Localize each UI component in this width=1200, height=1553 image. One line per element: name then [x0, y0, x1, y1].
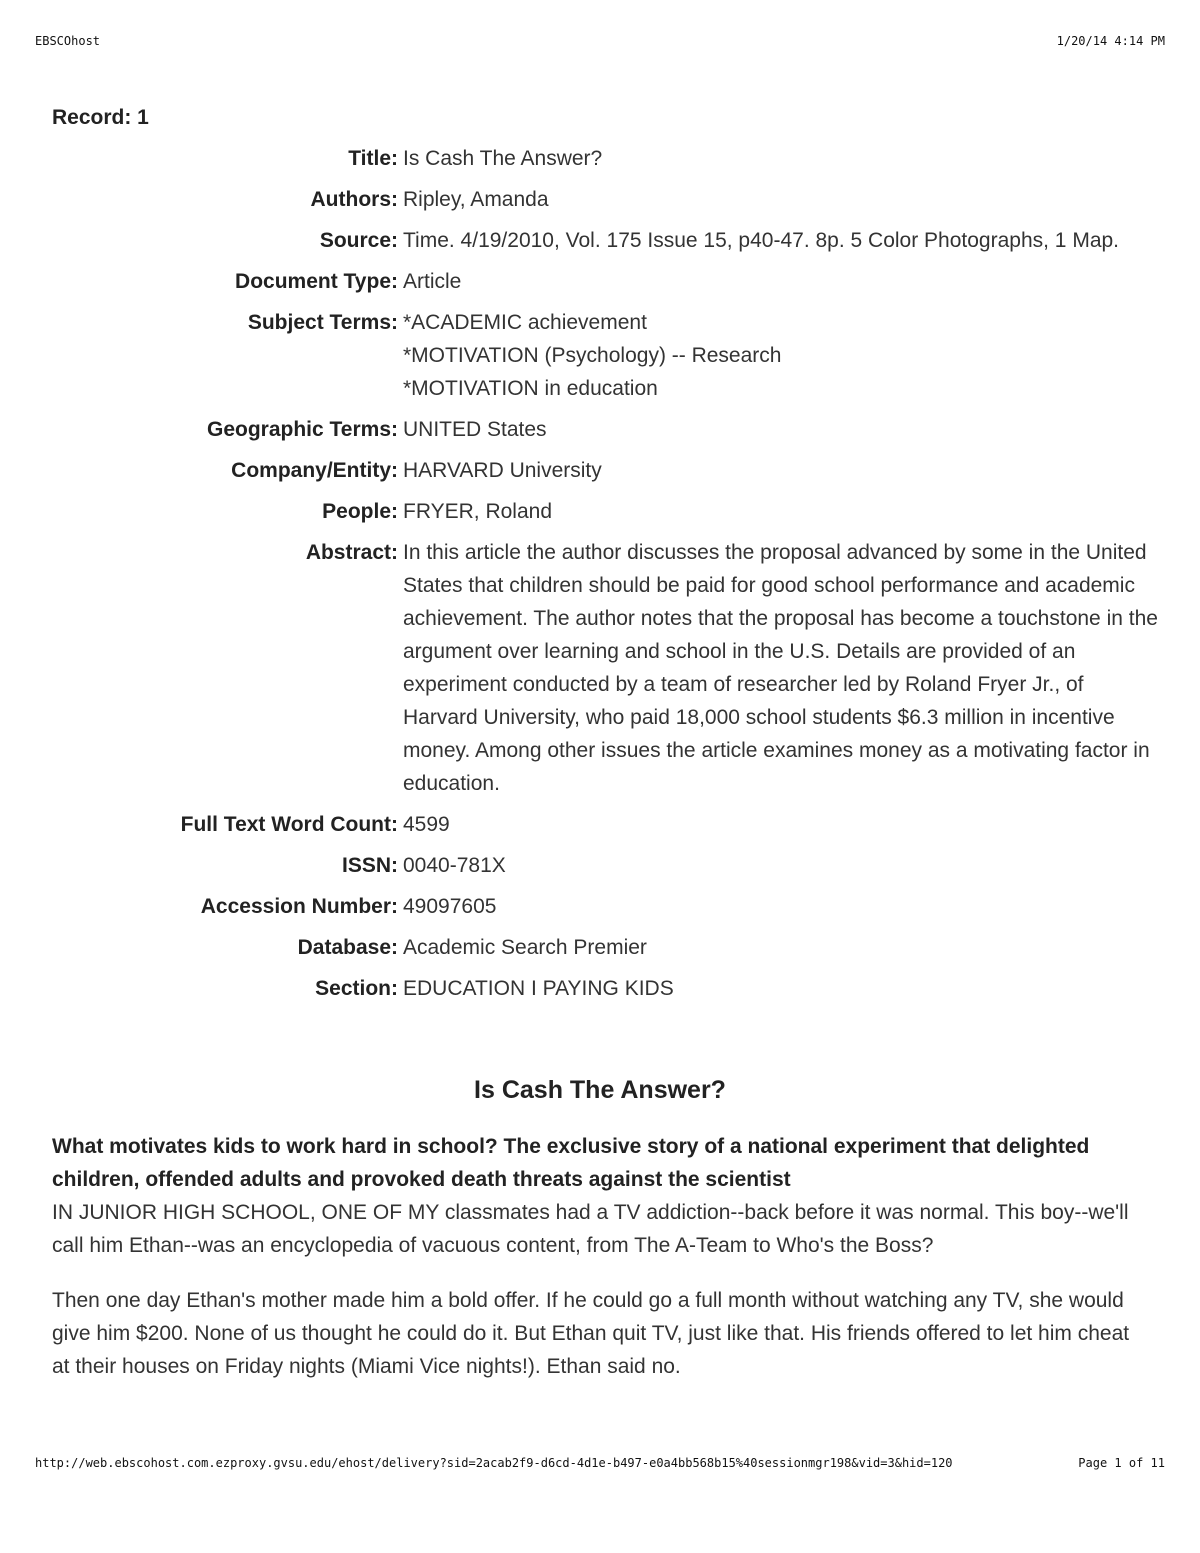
field-value-people: FRYER, Roland: [403, 500, 553, 523]
field-value-geographic-terms: UNITED States: [403, 418, 547, 441]
print-footer: [35, 1456, 1165, 1470]
field-label-issn: ISSN:: [341, 854, 398, 877]
article-paragraph: IN JUNIOR HIGH SCHOOL, ONE OF MY classmates had a TV addiction--back before it was normal. This boy--we'll call him Ethan--was an encyclopedia of vacuous content, from The A-Team to Who's the Boss?: [52, 1201, 1129, 1257]
field-value-company-entity: HARVARD University: [403, 459, 602, 482]
field-label-people: People:: [322, 500, 398, 523]
article-title: Is Cash The Answer?: [474, 1076, 726, 1104]
field-label-abstract: Abstract:: [305, 541, 398, 564]
print-footer-page-number: Page 1 of 11: [1078, 1456, 1165, 1470]
field-label-company-entity: Company/Entity:: [231, 459, 398, 482]
field-value-title: Is Cash The Answer?: [403, 147, 603, 170]
field-label-title: Title:: [348, 147, 398, 170]
field-label-authors: Authors:: [310, 188, 398, 211]
subject-term[interactable]: *ACADEMIC achievement: [403, 311, 647, 334]
field-value-abstract: In this article the author discusses the proposal advanced by some in the United States that children should be paid for good school performance and academic achievement. The author notes that the proposal has become a touchstone in the argument over learning and school in the U.S. Details are provided of an experiment conducted by a team of researcher led by Roland Fryer Jr., of Harvard University, who paid 18,000 school students $6.3 million in incentive money. Among other issues the article examines money as a motivating factor in education.: [403, 541, 1158, 795]
field-value-issn: 0040-781X: [403, 854, 506, 877]
print-footer-url: http://web.ebscohost.com.ezproxy.gvsu.edu/ehost/delivery?sid=2acab2f9-d6cd-4d1e-b497-e0a4bb568b15%40sessionmgr198&vid=3&hid=120: [35, 1456, 953, 1470]
field-value-accession-number: 49097605: [403, 895, 497, 918]
article-subhead: What motivates kids to work hard in school? The exclusive story of a national experiment that delighted children, offended adults and provoked death threats against the scientist: [52, 1135, 1090, 1191]
article-paragraph: Then one day Ethan's mother made him a bold offer. If he could go a full month without watching any TV, she would give him $200. None of us thought he could do it. But Ethan quit TV, just like that. His friends offered to let him cheat at their houses on Friday nights (Miami Vice nights!). Ethan said no.: [52, 1289, 1130, 1378]
subject-term[interactable]: *MOTIVATION (Psychology) -- Research: [403, 344, 782, 367]
print-header-site: EBSCOhost: [35, 34, 101, 48]
print-header: [35, 34, 1165, 48]
record-label: Record: 1: [52, 106, 149, 129]
field-label-word-count: Full Text Word Count:: [180, 813, 398, 836]
article-body: [52, 1130, 1142, 1401]
field-value-word-count: 4599: [403, 813, 450, 836]
field-label-section: Section:: [315, 977, 398, 1000]
field-label-document-type: Document Type:: [235, 270, 398, 293]
field-value-subject-terms: [403, 306, 1162, 405]
field-label-accession-number: Accession Number:: [200, 895, 398, 918]
field-value-database: Academic Search Premier: [403, 936, 647, 959]
field-label-database: Database:: [297, 936, 398, 959]
field-label-source: Source:: [319, 229, 398, 252]
subject-term[interactable]: *MOTIVATION in education: [403, 377, 658, 400]
field-value-source: Time. 4/19/2010, Vol. 175 Issue 15, p40-47. 8p. 5 Color Photographs, 1 Map.: [403, 229, 1120, 252]
field-label-subject-terms: Subject Terms:: [247, 311, 398, 334]
record-metadata: [52, 142, 1162, 1005]
field-value-authors: Ripley, Amanda: [403, 188, 549, 211]
field-label-geographic-terms: Geographic Terms:: [207, 418, 398, 441]
print-header-timestamp: 1/20/14 4:14 PM: [1056, 34, 1165, 48]
field-value-document-type: Article: [403, 270, 462, 293]
field-value-section: EDUCATION I PAYING KIDS: [403, 977, 674, 1000]
